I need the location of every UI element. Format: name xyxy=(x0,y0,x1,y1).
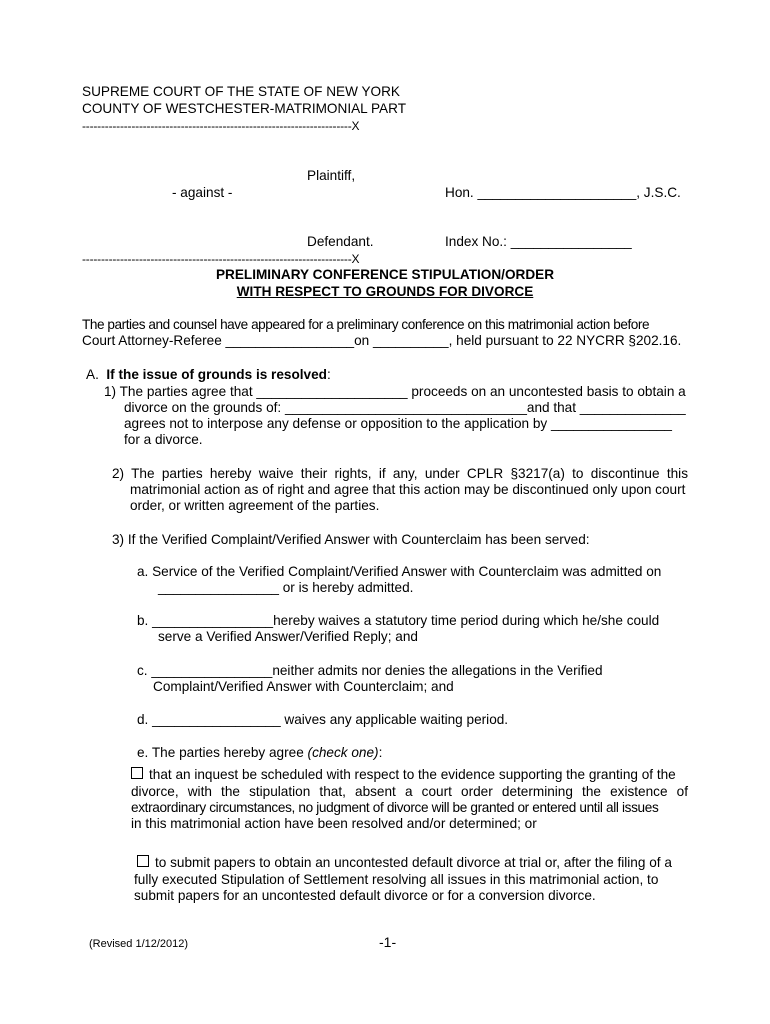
revised-date: (Revised 1/12/2012) xyxy=(89,938,189,950)
item2-line2: matrimonial action as of right and agree that this action may be discontinued only upon court xyxy=(130,482,686,497)
court-name-line2: COUNTY OF WESTCHESTER-MATRIMONIAL PART xyxy=(82,101,406,116)
item1-line2: divorce on the grounds of: ________________________________and that ______________ xyxy=(124,400,686,415)
section-a-heading xyxy=(86,367,331,384)
item3-line: 3) If the Verified Complaint/Verified Answer with Counterclaim has been served: xyxy=(112,532,590,547)
section-a-colon: : xyxy=(326,367,331,382)
index-number: Index No.: ________________ xyxy=(445,234,632,249)
item2-line3: order, or written agreement of the parties. xyxy=(130,498,380,513)
sub-a-line2: ________________ or is hereby admitted. xyxy=(158,580,414,595)
option2-text1: to submit papers to obtain an uncontested default divorce at trial or, after the filing of a xyxy=(155,855,672,870)
caption-separator-top: -----------------------------------------------------------------------X xyxy=(82,119,360,133)
plaintiff-label: Plaintiff, xyxy=(307,168,356,183)
sub-e-line xyxy=(137,745,382,762)
option2-line3: submit papers for an uncontested default divorce or for a conversion divorce. xyxy=(134,888,596,903)
intro-line2: Court Attorney-Referee _________________on __________, held pursuant to 22 NYCRR §202.16. xyxy=(82,333,682,348)
option1-text1: that an inquest be scheduled with respect to the evidence supporting the granting of the xyxy=(149,767,676,782)
defendant-label: Defendant. xyxy=(307,234,374,249)
page-number: -1- xyxy=(379,934,397,950)
sub-d-line: d. _________________ waives any applicable waiting period. xyxy=(137,712,509,727)
document-title-line2: WITH RESPECT TO GROUNDS FOR DIVORCE xyxy=(236,284,534,299)
item1-line4: for a divorce. xyxy=(124,432,203,447)
item2-line1: 2) The parties hereby waive their rights, if any, under CPLR §3217(a) to discontinue this xyxy=(112,466,688,481)
section-a-title: If the issue of grounds is resolved xyxy=(106,367,327,382)
item1-line3: agrees not to interpose any defense or opposition to the application by ________________ xyxy=(124,416,672,431)
intro-line1: The parties and counsel have appeared for a preliminary conference on this matrimonial action before xyxy=(82,317,650,332)
court-name-line1: SUPREME COURT OF THE STATE OF NEW YORK xyxy=(82,84,400,99)
section-a-letter: A. xyxy=(86,367,99,382)
option1-line1 xyxy=(131,767,676,784)
sub-e-lead: e. The parties hereby agree xyxy=(137,745,308,760)
sub-b-line2: serve a Verified Answer/Verified Reply; and xyxy=(158,629,418,644)
caption-separator-bottom: -----------------------------------------------------------------------X xyxy=(82,252,360,266)
option1-line2: divorce, with the stipulation that, absent a court order determining the existence of xyxy=(131,784,688,799)
item1-line1: 1) The parties agree that ____________________ proceeds on an uncontested basis to obtain a xyxy=(104,384,686,399)
document-title-line1: PRELIMINARY CONFERENCE STIPULATION/ORDER xyxy=(215,267,555,282)
option2-checkbox[interactable] xyxy=(137,855,149,867)
sub-e-colon: : xyxy=(378,745,383,760)
sub-c-line1: c. ________________neither admits nor denies the allegations in the Verified xyxy=(137,663,603,678)
option2-line1 xyxy=(137,855,672,872)
option2-line2: fully executed Stipulation of Settlement resolving all issues in this matrimonial action, to xyxy=(134,872,659,887)
option1-line4: in this matrimonial action have been resolved and/or determined; or xyxy=(131,816,537,831)
sub-b-line1: b. ________________hereby waives a statutory time period during which he/she could xyxy=(137,613,660,628)
sub-c-line2: Complaint/Verified Answer with Counterclaim; and xyxy=(153,679,454,694)
sub-a-line1: a. Service of the Verified Complaint/Verified Answer with Counterclaim was admitted on xyxy=(137,564,662,579)
option1-checkbox[interactable] xyxy=(131,767,143,779)
option1-line3: extraordinary circumstances, no judgment of divorce will be granted or entered until all issues xyxy=(131,800,659,815)
against-label: - against - xyxy=(172,185,233,200)
check-one-note: (check one) xyxy=(307,745,379,760)
judge-line: Hon. _____________________, J.S.C. xyxy=(445,185,681,200)
